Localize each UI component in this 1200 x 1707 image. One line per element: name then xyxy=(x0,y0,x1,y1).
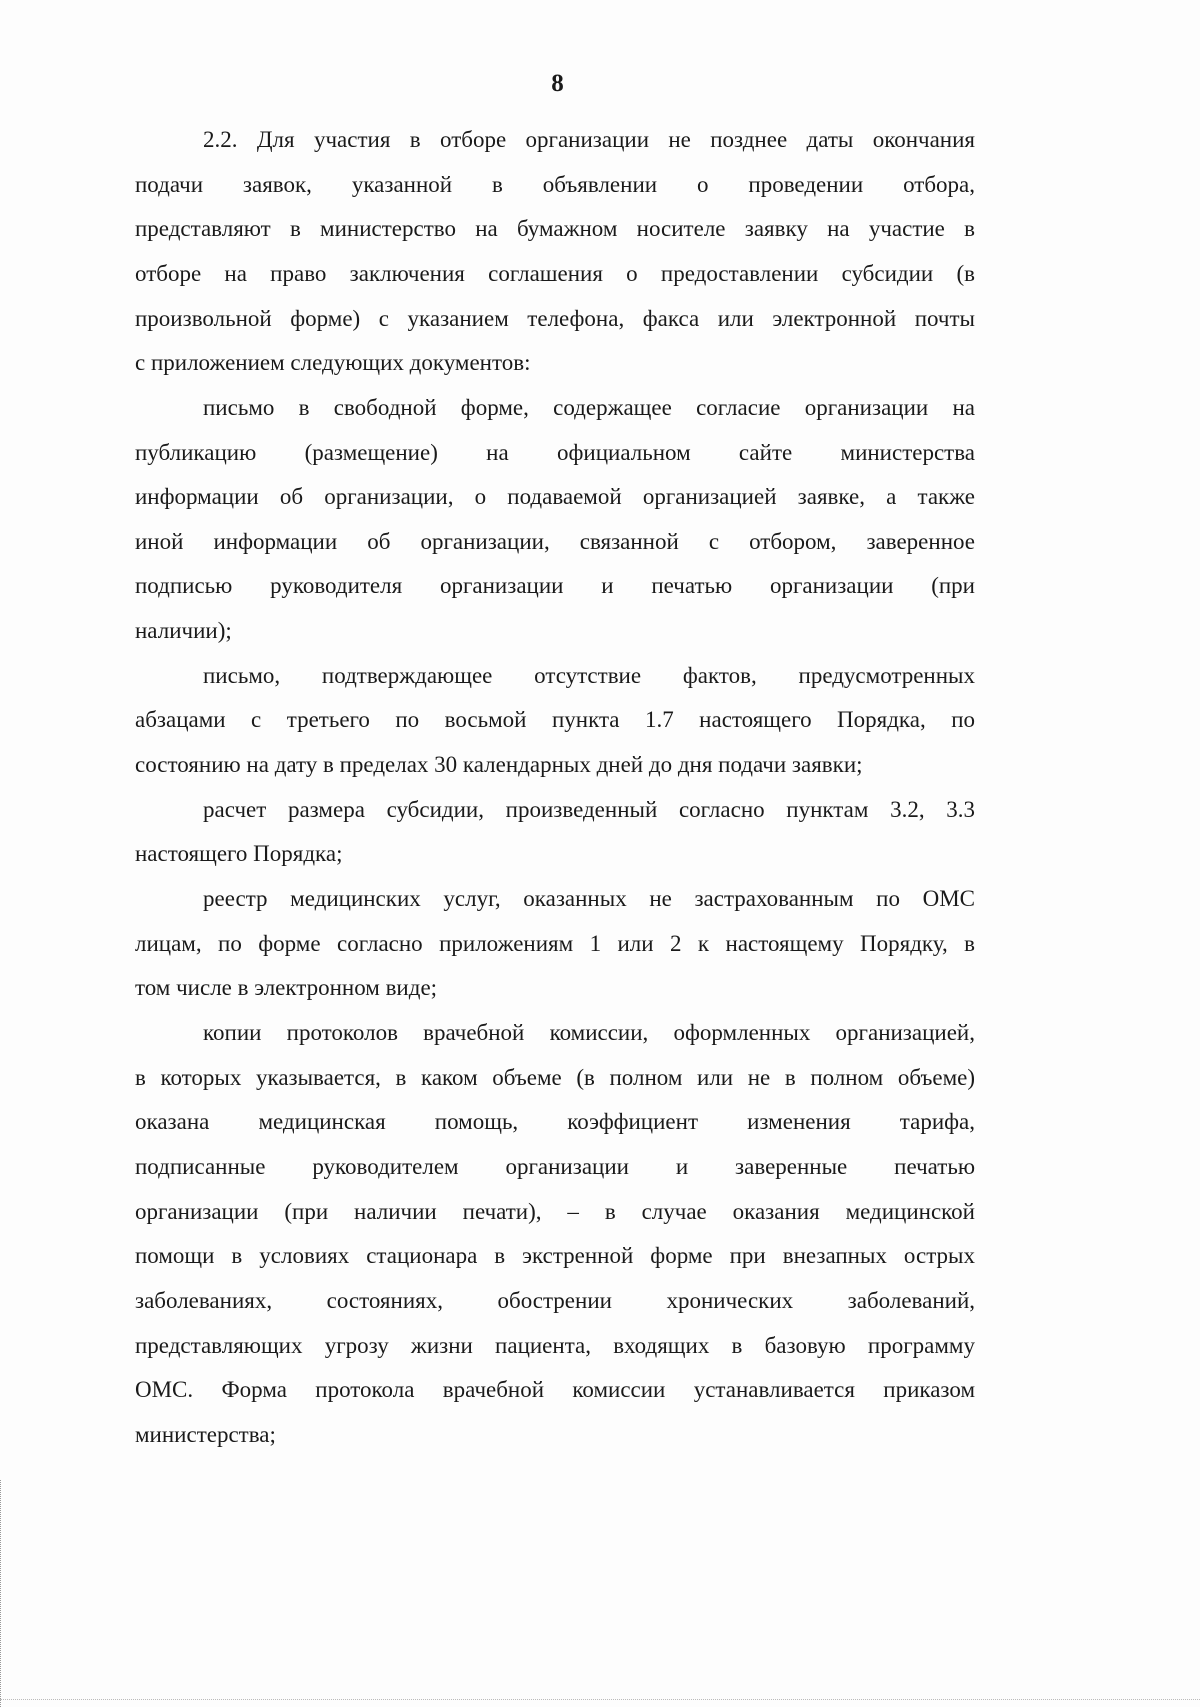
text-line: ОМС. Форма протокола врачебной комиссии устанавливается приказом xyxy=(135,1377,975,1402)
text-line: представляют в министерство на бумажном носителе заявку на участие в xyxy=(135,216,975,241)
page-number: 8 xyxy=(551,70,564,97)
text-line: в которых указывается, в каком объеме (в полном или не в полном объеме) xyxy=(135,1065,975,1090)
text-line: том числе в электронном виде; xyxy=(135,975,438,1000)
text-line: лицам, по форме согласно приложениям 1 или 2 к настоящему Порядку, в xyxy=(135,931,975,956)
scan-edge-artifact xyxy=(0,1480,5,1707)
text-line: отборе на право заключения соглашения о предоставлении субсидии (в xyxy=(135,261,975,286)
text-line: реестр медицинских услуг, оказанных не застрахованным по ОМС xyxy=(203,886,975,911)
text-line: заболеваниях, состояниях, обострении хронических заболеваний, xyxy=(135,1288,975,1313)
text-line: наличии); xyxy=(135,618,232,643)
text-line: организации (при наличии печати), – в случае оказания медицинской xyxy=(135,1199,975,1224)
text-line: абзацами с третьего по восьмой пункта 1.7 настоящего Порядка, по xyxy=(135,707,975,732)
text-line: 2.2. Для участия в отборе организации не позднее даты окончания xyxy=(203,127,975,152)
text-line: письмо в свободной форме, содержащее согласие организации на xyxy=(203,395,975,420)
text-line: информации об организации, о подаваемой организацией заявке, а также xyxy=(135,484,975,509)
text-line: расчет размера субсидии, произведенный согласно пунктам 3.2, 3.3 xyxy=(203,797,975,822)
text-line: произвольной форме) с указанием телефона, факса или электронной почты xyxy=(135,306,975,331)
text-line: подачи заявок, указанной в объявлении о проведении отбора, xyxy=(135,172,975,197)
text-line: настоящего Порядка; xyxy=(135,841,343,866)
text-line: оказана медицинская помощь, коэффициент изменения тарифа, xyxy=(135,1109,975,1134)
text-line: состоянию на дату в пределах 30 календарных дней до дня подачи заявки; xyxy=(135,752,863,777)
text-line: министерства; xyxy=(135,1422,276,1447)
text-line: подписью руководителя организации и печатью организации (при xyxy=(135,573,975,598)
text-line: копии протоколов врачебной комиссии, оформленных организацией, xyxy=(203,1020,975,1045)
text-line: иной информации об организации, связанной с отбором, заверенное xyxy=(135,529,975,554)
scan-bottom-artifact xyxy=(0,1699,1200,1701)
text-line: письмо, подтверждающее отсутствие фактов, предусмотренных xyxy=(203,663,975,688)
text-line: с приложением следующих документов: xyxy=(135,350,531,375)
text-line: публикацию (размещение) на официальном сайте министерства xyxy=(135,440,975,465)
text-line: представляющих угрозу жизни пациента, входящих в базовую программу xyxy=(135,1333,975,1358)
text-line: подписанные руководителем организации и заверенные печатью xyxy=(135,1154,975,1179)
text-line: помощи в условиях стационара в экстренной форме при внезапных острых xyxy=(135,1243,975,1268)
